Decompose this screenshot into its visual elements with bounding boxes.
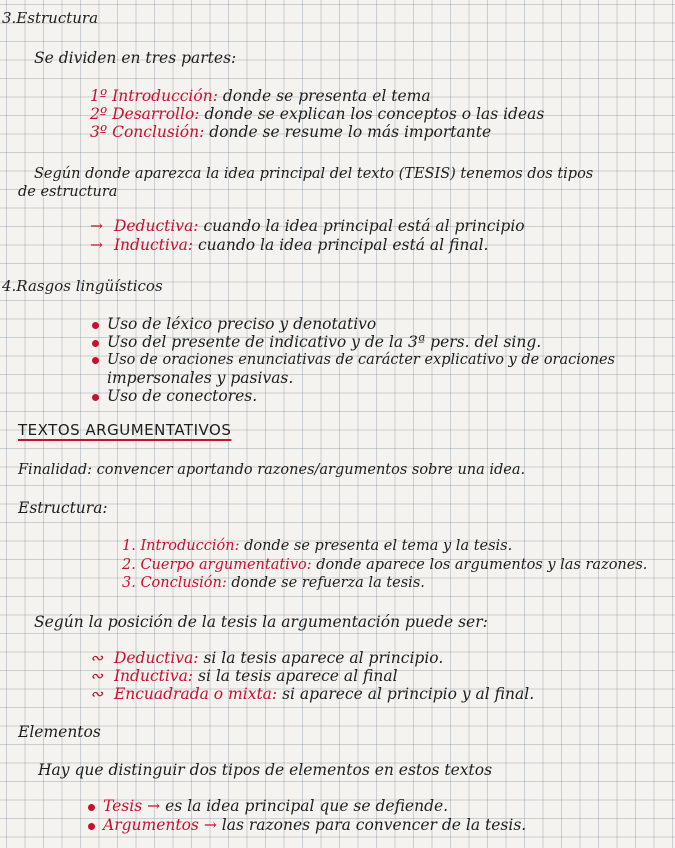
estructura-intro: Se dividen en tres partes: xyxy=(34,49,237,67)
bullet-icon xyxy=(92,322,99,329)
part-text: donde se presenta el tema y la tesis. xyxy=(244,538,513,554)
list-item xyxy=(90,684,534,704)
list-item xyxy=(122,536,512,556)
item-continuation: impersonales y pasivas. xyxy=(107,369,294,387)
wave-icon: ∾ xyxy=(90,685,103,703)
arrow-icon: → xyxy=(90,217,103,235)
item-text: Uso de oraciones enunciativas de carácter explicativo y de oraciones xyxy=(107,352,615,368)
list-item xyxy=(92,332,541,352)
wave-icon: ∾ xyxy=(90,667,103,685)
ordinal-mark: 2º xyxy=(90,105,108,123)
list-item xyxy=(92,386,257,406)
bullet-icon xyxy=(88,823,95,830)
part-label: Conclusión: xyxy=(112,123,205,141)
item-text: Uso de léxico preciso y denotativo xyxy=(107,315,377,333)
element-text: es la idea principal que se defiende. xyxy=(165,797,449,815)
list-item xyxy=(122,555,647,575)
bullet-icon xyxy=(92,340,99,347)
item-text: Uso de conectores. xyxy=(107,387,258,405)
section-heading-estructura: 3.Estructura xyxy=(2,9,99,27)
item-text: Uso del presente de indicativo y de la 3ª pers. del sing. xyxy=(107,333,542,351)
type-label: Inductiva: xyxy=(113,236,194,254)
wave-icon: ∾ xyxy=(90,649,103,667)
part-text: donde se presenta el tema xyxy=(222,87,431,105)
posicion-text: Según la posición de la tesis la argumentación puede ser: xyxy=(34,613,488,631)
list-item xyxy=(90,235,488,255)
type-text: si la tesis aparece al final xyxy=(197,667,398,685)
section-heading-rasgos: 4.Rasgos lingüísticos xyxy=(2,277,163,295)
finalidad-text: Finalidad: convencer aportando razones/argumentos sobre una idea. xyxy=(18,462,526,478)
part-text: donde se explican los conceptos o las ideas xyxy=(204,105,545,123)
bullet-icon xyxy=(92,394,99,401)
ordinal-mark: 1º xyxy=(90,87,108,105)
type-text: si la tesis aparece al principio. xyxy=(203,649,444,667)
type-label: Inductiva: xyxy=(113,667,194,685)
arrow-icon: → xyxy=(147,797,161,815)
arrow-icon: → xyxy=(90,236,103,254)
tesis-explanation-line1: Según donde aparezca la idea principal del texto (TESIS) tenemos dos tipos xyxy=(34,166,594,182)
list-item xyxy=(88,815,526,835)
list-item xyxy=(92,314,376,334)
elementos-intro: Hay que distinguir dos tipos de elementos en estos textos xyxy=(38,761,493,779)
type-text: cuando la idea principal está al principio xyxy=(203,217,525,235)
list-item xyxy=(90,216,525,236)
list-item xyxy=(122,573,425,593)
list-item xyxy=(90,648,443,668)
list-item xyxy=(90,104,544,124)
type-text: si aparece al principio y al final. xyxy=(282,685,535,703)
list-item xyxy=(88,796,448,816)
part-label: Introducción: xyxy=(112,87,218,105)
elementos-label: Elementos xyxy=(18,723,101,741)
tesis-explanation-line2: de estructura xyxy=(18,184,118,200)
list-item xyxy=(92,350,615,370)
element-text: las razones para convencer de la tesis. xyxy=(221,816,527,834)
ordinal-mark: 3. xyxy=(122,575,136,591)
part-text: donde se resume lo más importante xyxy=(209,123,492,141)
ordinal-mark: 3º xyxy=(90,123,108,141)
part-label: Desarrollo: xyxy=(112,105,200,123)
part-label: Cuerpo argumentativo: xyxy=(140,557,312,573)
part-label: Conclusión: xyxy=(140,575,227,591)
bullet-icon xyxy=(88,804,95,811)
part-label: Introducción: xyxy=(140,538,240,554)
list-item xyxy=(90,86,431,106)
type-label: Deductiva: xyxy=(113,649,199,667)
type-text: cuando la idea principal está al final. xyxy=(197,236,489,254)
list-item xyxy=(90,666,398,686)
ordinal-mark: 1. xyxy=(122,538,136,554)
page-title: TEXTOS ARGUMENTATIVOS xyxy=(18,421,232,439)
list-item xyxy=(90,122,491,142)
arrow-icon: → xyxy=(203,816,217,834)
element-label: Tesis xyxy=(103,797,143,815)
part-text: donde se refuerza la tesis. xyxy=(231,575,425,591)
element-label: Argumentos xyxy=(103,816,199,834)
bullet-icon xyxy=(92,357,99,364)
type-label: Encuadrada o mixta: xyxy=(113,685,278,703)
estructura-label: Estructura: xyxy=(18,499,108,517)
type-label: Deductiva: xyxy=(113,217,199,235)
ordinal-mark: 2. xyxy=(122,557,136,573)
part-text: donde aparece los argumentos y las razones. xyxy=(316,557,648,573)
